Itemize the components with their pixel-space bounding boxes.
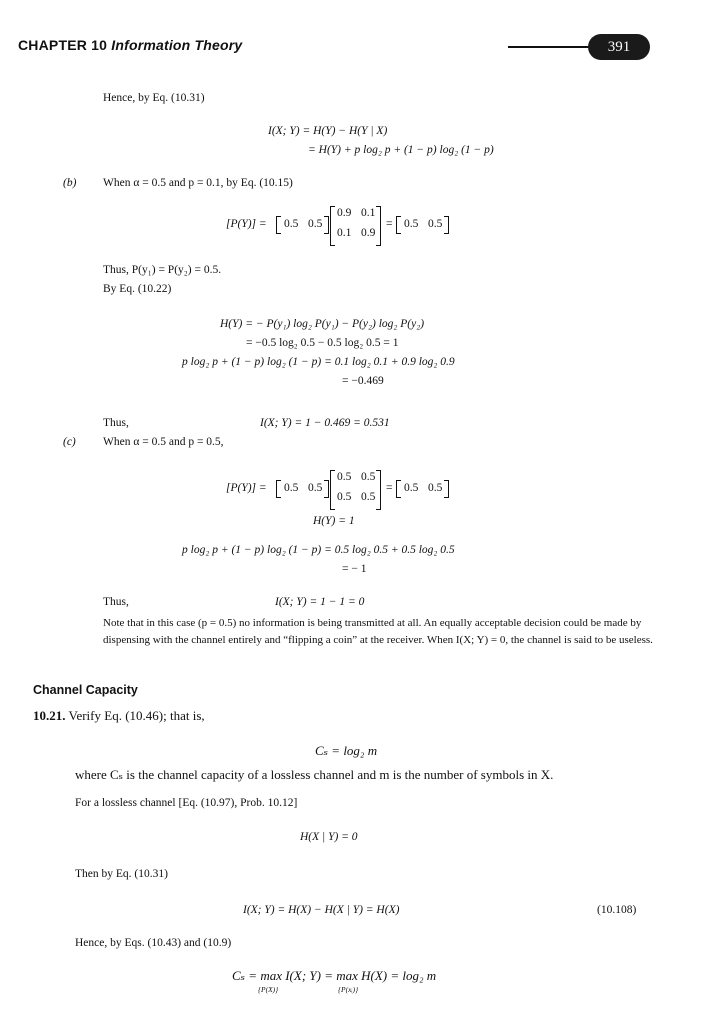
equals-sign: = bbox=[386, 218, 393, 230]
row-vec-right-bracket bbox=[324, 480, 329, 498]
part-c-m22: 0.5 bbox=[361, 491, 376, 503]
section-title: Channel Capacity bbox=[33, 683, 138, 697]
equals-sign: = bbox=[386, 482, 393, 494]
part-c-m12: 0.5 bbox=[361, 471, 376, 483]
part-a-eq1: I(X; Y) = H(Y) − H(Y | X) bbox=[268, 125, 388, 137]
chapter-label: CHAPTER 10 bbox=[18, 37, 108, 53]
result-right-bracket bbox=[444, 480, 449, 498]
result-right-bracket bbox=[444, 216, 449, 234]
matrix-right-bracket bbox=[376, 470, 381, 510]
part-b-res-2: 0.5 bbox=[428, 218, 443, 230]
part-b-m11: 0.9 bbox=[337, 207, 352, 219]
solution-final-eq: Cₛ = max I(X; Y) = max H(X) = log₂ m bbox=[232, 968, 437, 983]
part-b-h4: = −0.469 bbox=[342, 375, 384, 387]
part-c-result: I(X; Y) = 1 − 1 = 0 bbox=[275, 596, 365, 608]
part-c-thus-label: Thus, bbox=[103, 596, 129, 608]
problem-where: where Cₛ is the channel capacity of a lossless channel and m is the number of symbols in X. bbox=[75, 767, 554, 782]
row-vec-left-bracket bbox=[276, 216, 281, 234]
part-b-row-vec-2: 0.5 bbox=[308, 218, 323, 230]
problem-statement: Verify Eq. (10.46); that is, bbox=[68, 708, 205, 723]
part-b-thus-label: Thus, bbox=[103, 417, 129, 429]
part-b-res-1: 0.5 bbox=[404, 218, 419, 230]
part-b-h3: p log₂ p + (1 − p) log₂ (1 − p) = 0.1 log₂ 0.1 + 0.9 log₂ 0.9 bbox=[182, 356, 455, 368]
solution-hence: Hence, by Eqs. (10.43) and (10.9) bbox=[75, 937, 232, 949]
part-b-m12: 0.1 bbox=[361, 207, 376, 219]
result-left-bracket bbox=[396, 216, 401, 234]
problem-main-eq: Cₛ = log₂ m bbox=[315, 743, 378, 758]
row-vec-right-bracket bbox=[324, 216, 329, 234]
part-b-row-vec-1: 0.5 bbox=[284, 218, 299, 230]
part-c-res-1: 0.5 bbox=[404, 482, 419, 494]
solution-then: Then by Eq. (10.31) bbox=[75, 868, 168, 880]
part-b-m22: 0.9 bbox=[361, 227, 376, 239]
part-b-result: I(X; Y) = 1 − 0.469 = 0.531 bbox=[260, 417, 390, 429]
page-number-badge: 391 bbox=[588, 34, 650, 60]
problem-number: 10.21. bbox=[33, 708, 66, 723]
part-c-row-vec-2: 0.5 bbox=[308, 482, 323, 494]
part-b-m21: 0.1 bbox=[337, 227, 352, 239]
max-subscript-px: {P(X)} bbox=[258, 985, 279, 994]
part-c-hy: H(Y) = 1 bbox=[313, 515, 355, 527]
max-subscript-pxi: {P(xᵢ)} bbox=[338, 985, 359, 994]
chapter-header bbox=[18, 37, 242, 53]
part-c-label: (c) bbox=[63, 436, 76, 448]
matrix-left-bracket bbox=[330, 470, 335, 510]
part-b-matrix-equation bbox=[226, 206, 456, 248]
problem-header bbox=[33, 708, 205, 724]
equation-tag: (10.108) bbox=[597, 904, 637, 916]
part-c-matrix-equation bbox=[226, 470, 456, 512]
part-c-lhs: [P(Y)] = bbox=[226, 482, 267, 494]
solution-eq-hxy: H(X | Y) = 0 bbox=[300, 831, 358, 843]
part-c-note: Note that in this case (p = 0.5) no information is being transmitted at all. An equally acceptable decision could be made by dispensing with the channel entirely and “flipping a coin” at the receiver. When I(X; Y) = 0, the channel is said to be useless. bbox=[103, 617, 653, 646]
matrix-left-bracket bbox=[330, 206, 335, 246]
part-c-e2: = − 1 bbox=[342, 563, 367, 575]
part-c-m21: 0.5 bbox=[337, 491, 352, 503]
part-c-intro: When α = 0.5 and p = 0.5, bbox=[103, 436, 224, 448]
part-b-h1: H(Y) = − P(y₁) log₂ P(y₁) − P(y₂) log₂ P(y₂) bbox=[220, 318, 425, 330]
part-c-e1: p log₂ p + (1 − p) log₂ (1 − p) = 0.5 log₂ 0.5 + 0.5 log₂ 0.5 bbox=[182, 544, 455, 556]
part-c-row-vec-1: 0.5 bbox=[284, 482, 299, 494]
part-b-by-eq: By Eq. (10.22) bbox=[103, 283, 172, 295]
solution-eq-i: I(X; Y) = H(X) − H(X | Y) = H(X) bbox=[243, 904, 400, 916]
part-c-m11: 0.5 bbox=[337, 471, 352, 483]
part-a-intro: Hence, by Eq. (10.31) bbox=[103, 92, 205, 104]
part-b-intro: When α = 0.5 and p = 0.1, by Eq. (10.15) bbox=[103, 177, 293, 189]
matrix-right-bracket bbox=[376, 206, 381, 246]
chapter-title: Information Theory bbox=[111, 37, 243, 53]
solution-line-1: For a lossless channel [Eq. (10.97), Prob. 10.12] bbox=[75, 797, 298, 809]
part-a-eq2: = H(Y) + p log₂ p + (1 − p) log₂ (1 − p) bbox=[308, 144, 494, 156]
part-b-h2: = −0.5 log₂ 0.5 − 0.5 log₂ 0.5 = 1 bbox=[246, 337, 399, 349]
result-left-bracket bbox=[396, 480, 401, 498]
part-b-thus1: Thus, P(y₁) = P(y₂) = 0.5. bbox=[103, 264, 222, 276]
part-b-label: (b) bbox=[63, 177, 77, 189]
part-b-lhs: [P(Y)] = bbox=[226, 218, 267, 230]
part-c-res-2: 0.5 bbox=[428, 482, 443, 494]
row-vec-left-bracket bbox=[276, 480, 281, 498]
